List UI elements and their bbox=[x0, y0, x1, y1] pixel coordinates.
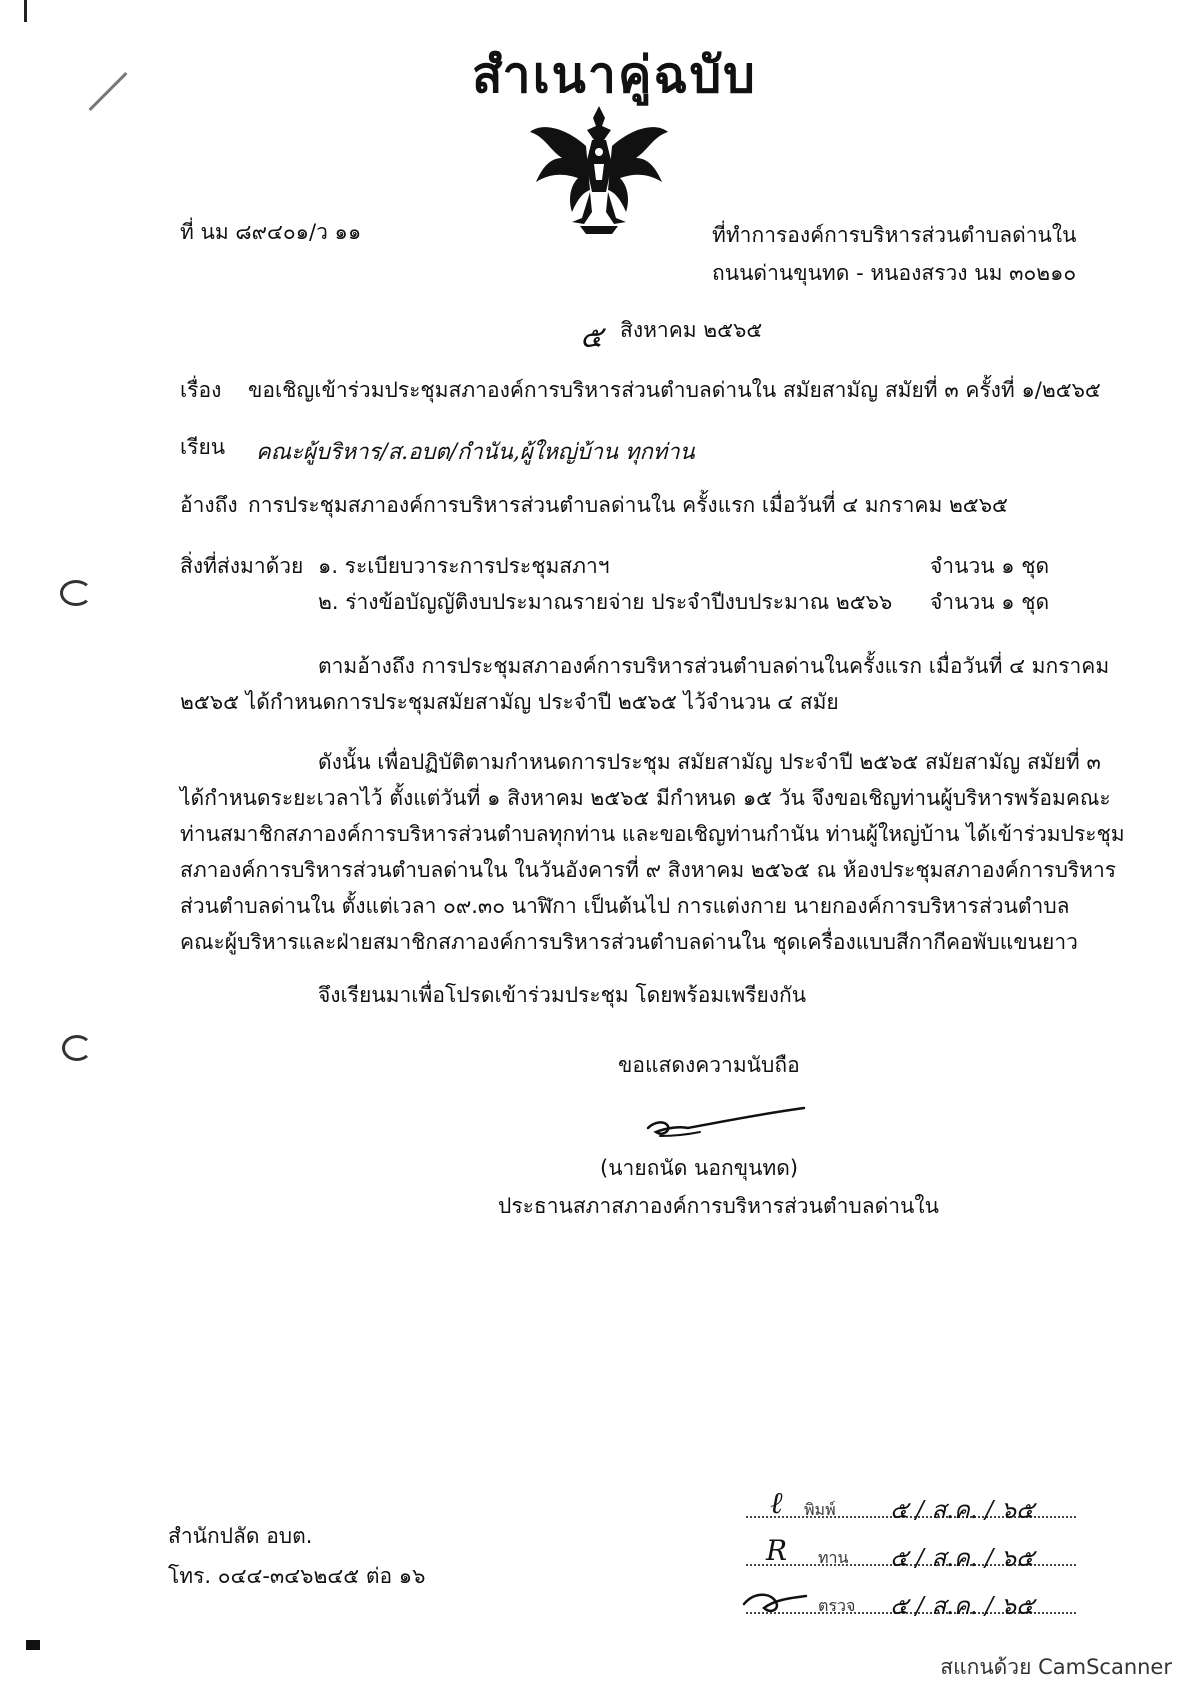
closing-request: จึงเรียนมาเพื่อโปรดเข้าร่วมประชุม โดยพร้อมเพรียงกัน bbox=[318, 983, 807, 1007]
routing-initials-mark: ℓ bbox=[770, 1486, 783, 1521]
body-paragraph-2-line: ได้กำหนดระยะเวลาไว้ ตั้งแต่วันที่ ๑ สิงหาคม ๒๕๖๕ มีกำหนด ๑๕ วัน จึงขอเชิญท่านผู้บริหารพร้อมคณะ bbox=[180, 786, 1111, 810]
to-handwritten-recipients: คณะผู้บริหาร/ส.อบต/กำนัน,ผู้ใหญ่บ้าน ทุกท่าน bbox=[256, 440, 695, 465]
reference-text: การประชุมสภาองค์การบริหารส่วนตำบลด่านใน ครั้งแรก เมื่อวันที่ ๔ มกราคม ๒๕๖๕ bbox=[248, 493, 1008, 517]
body-paragraph-2-line: ท่านสมาชิกสภาองค์การบริหารส่วนตำบลทุกท่าน และขอเชิญท่านกำนัน ท่านผู้ใหญ่บ้าน ได้เข้าร่วมประชุม bbox=[180, 822, 1125, 846]
reference-label: อ้างถึง bbox=[180, 493, 238, 517]
body-paragraph-2-line: คณะผู้บริหารและฝ่ายสมาชิกสภาองค์การบริหารส่วนตำบลด่านใน ชุดเครื่องแบบสีกากีคอพับแขนยาว bbox=[180, 930, 1078, 954]
department: สำนักปลัด อบต. bbox=[168, 1524, 313, 1548]
to-label: เรียน bbox=[180, 435, 226, 459]
copy-stamp: สำเนาคู่ฉบับ bbox=[472, 45, 757, 104]
punch-hole-mark bbox=[62, 1035, 92, 1061]
signer-title: ประธานสภาสภาองค์การบริหารส่วนตำบลด่านใน bbox=[498, 1194, 939, 1218]
closing-salutation: ขอแสดงความนับถือ bbox=[618, 1053, 800, 1077]
punch-hole-mark bbox=[60, 580, 92, 606]
routing-label: ตรวจ bbox=[818, 1596, 856, 1615]
routing-row bbox=[740, 1534, 1090, 1574]
enclosure-item: ๒. ร่างข้อบัญญัติงบประมาณรายจ่าย ประจำปีงบประมาณ ๒๕๖๖ bbox=[318, 590, 893, 614]
routing-label: พิมพ์ bbox=[804, 1500, 836, 1519]
routing-date: ๕ / ส.ค. / ๖๕ bbox=[890, 1544, 1035, 1572]
enclosures-label: สิ่งที่ส่งมาด้วย bbox=[180, 554, 304, 578]
garuda-emblem bbox=[520, 100, 678, 238]
date-month-year: สิงหาคม ๒๕๖๕ bbox=[620, 318, 763, 342]
routing-initials-mark: R bbox=[766, 1534, 788, 1567]
office-address-line-2: ถนนด่านขุนทด - หนองสรวง นม ๓๐๒๑๐ bbox=[712, 261, 1077, 285]
phone-number: โทร. ๐๔๔-๓๔๖๒๔๕ ต่อ ๑๖ bbox=[168, 1564, 426, 1588]
routing-block bbox=[740, 1486, 1100, 1636]
scan-corner-mark bbox=[26, 1640, 40, 1650]
routing-row bbox=[740, 1582, 1090, 1622]
subject-label: เรื่อง bbox=[180, 378, 222, 402]
office-address-line-1: ที่ทำการองค์การบริหารส่วนตำบลด่านใน bbox=[712, 223, 1077, 247]
scanner-watermark: สแกนด้วย CamScanner bbox=[940, 1655, 1172, 1679]
body-paragraph-1-line: ตามอ้างถึง การประชุมสภาองค์การบริหารส่วนตำบลด่านในครั้งแรก เมื่อวันที่ ๔ มกราคม bbox=[318, 654, 1110, 678]
date-day-handwritten: ๕ bbox=[580, 320, 603, 355]
scan-edge-mark bbox=[24, 0, 27, 22]
subject-text: ขอเชิญเข้าร่วมประชุมสภาองค์การบริหารส่วนตำบลด่านใน สมัยสามัญ สมัยที่ ๓ ครั้งที่ ๑/๒๕๖๕ bbox=[248, 378, 1101, 402]
enclosure-item: ๑. ระเบียบวาระการประชุมสภาฯ bbox=[318, 554, 610, 578]
enclosure-quantity: จำนวน ๑ ชุด bbox=[930, 590, 1050, 614]
routing-date: ๕ / ส.ค. / ๖๕ bbox=[890, 1496, 1035, 1524]
body-paragraph-2-line: ส่วนตำบลด่านใน ตั้งแต่เวลา ๐๙.๓๐ นาฬิกา เป็นต้นไป การแต่งกาย นายกองค์การบริหารส่วนตำบล bbox=[180, 894, 1070, 918]
routing-label: ทาน bbox=[818, 1548, 849, 1567]
enclosure-quantity: จำนวน ๑ ชุด bbox=[930, 554, 1050, 578]
signer-name: (นายถนัด นอกขุนทด) bbox=[600, 1156, 799, 1180]
scan-stroke-mark bbox=[89, 72, 128, 111]
routing-row bbox=[740, 1486, 1090, 1526]
body-paragraph-1-line: ๒๕๖๕ ได้กำหนดการประชุมสมัยสามัญ ประจำปี ๒๕๖๕ ไว้จำนวน ๔ สมัย bbox=[180, 690, 839, 714]
routing-initials-mark bbox=[740, 1586, 810, 1616]
routing-date: ๕ / ส.ค. / ๖๕ bbox=[890, 1592, 1035, 1620]
body-paragraph-2-line: ดังนั้น เพื่อปฏิบัติตามกำหนดการประชุม สมัยสามัญ ประจำปี ๒๕๖๕ สมัยสามัญ สมัยที่ ๓ bbox=[318, 750, 1101, 774]
reference-number: ที่ นม ๘๙๔๐๑/ว ๑๑ bbox=[180, 220, 362, 244]
signature bbox=[640, 1098, 810, 1146]
body-paragraph-2-line: สภาองค์การบริหารส่วนตำบลด่านใน ในวันอังคารที่ ๙ สิงหาคม ๒๕๖๕ ณ ห้องประชุมสภาองค์การบริหาร bbox=[180, 858, 1117, 882]
